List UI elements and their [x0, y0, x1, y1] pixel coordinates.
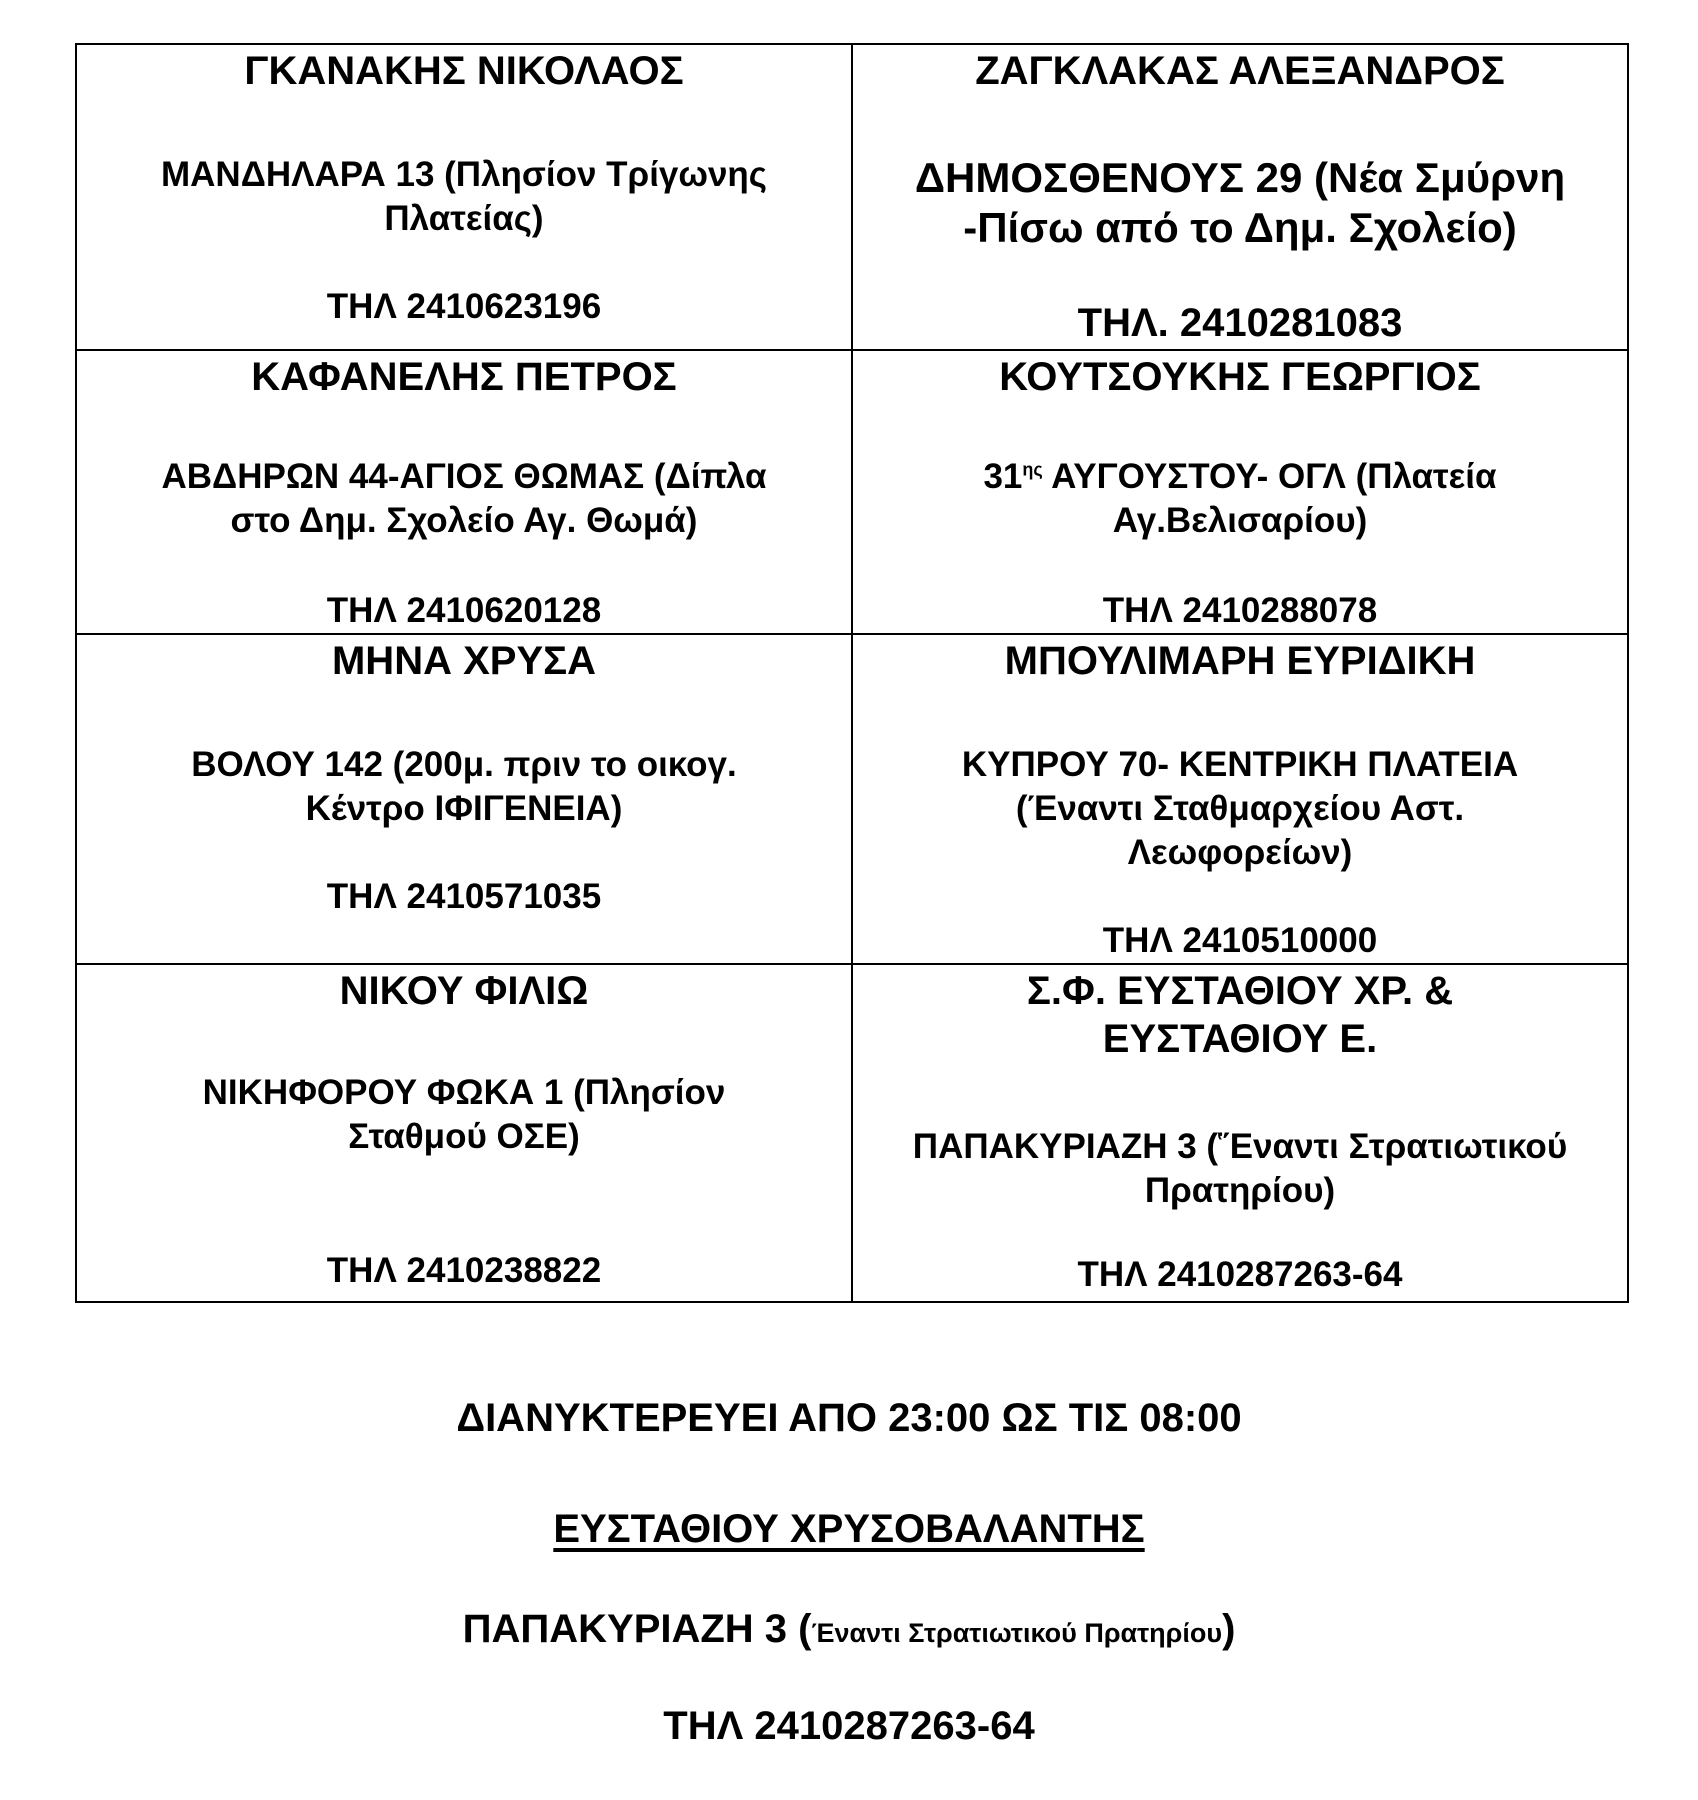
pharmacy-address: [877, 743, 1603, 875]
pharmacy-cell: [852, 964, 1628, 1302]
pharmacy-cell: [852, 634, 1628, 964]
address-line: ΠΑΠΑΚΥΡΙΑΖΗ 3 (῞Εναντι Στρατιωτικού: [912, 1127, 1568, 1166]
pharmacy-name: ΜΠΟΥΛΙΜΑΡΗ ΕΥΡΙΔΙΚΗ: [1004, 639, 1476, 683]
name-line: ΕΥΣΤΑΘΙΟΥ Ε.: [1102, 1017, 1378, 1061]
ordinal-suffix: ης: [1022, 459, 1043, 480]
pharmacy-address: [101, 1071, 827, 1159]
pharmacy-phone: ΤΗΛ 2410620128: [326, 591, 602, 630]
address-line: ΑΒΔΗΡΩΝ 44-ΑΓΙΟΣ ΘΩΜΑΣ (Δίπλα: [161, 457, 767, 496]
pharmacy-table: [75, 43, 1629, 1303]
address-line: Σταθμού ΟΣΕ): [348, 1117, 580, 1156]
pharmacy-name: ΚΑΦΑΝΕΛΗΣ ΠΕΤΡΟΣ: [251, 355, 677, 399]
pharmacy-phone: ΤΗΛ 2410623196: [326, 287, 602, 326]
table-row: [76, 634, 1628, 964]
pharmacy-address: [877, 1125, 1603, 1213]
pharmacy-name: ΝΙΚΟΥ ΦΙΛΙΩ: [339, 969, 589, 1013]
pharmacy-cell: [852, 44, 1628, 350]
pharmacy-name: ΚΟΥΤΣΟΥΚΗΣ ΓΕΩΡΓΙΟΣ: [999, 355, 1481, 399]
pharmacy-address: [101, 153, 827, 241]
pharmacy-address: [101, 743, 827, 831]
pharmacy-name: ΜΗΝΑ ΧΡΥΣΑ: [331, 639, 597, 683]
night-duty-address: ΠΑΠΑΚΥΡΙΑΖΗ 3 (Έναντι Στρατιωτικού Πρατηρίου): [462, 1607, 1236, 1651]
pharmacy-name: ΖΑΓΚΛΑΚΑΣ ΑΛΕΞΑΝΔΡΟΣ: [975, 49, 1505, 93]
pharmacy-phone: ΤΗΛ 2410571035: [326, 877, 602, 916]
pharmacy-cell: [76, 634, 852, 964]
night-duty-phone: ΤΗΛ 2410287263-64: [663, 1704, 1035, 1748]
pharmacy-phone: ΤΗΛ 2410238822: [326, 1251, 602, 1290]
address-line: $31^{\eta\varsigma}$ ΑΥΓΟΥΣΤΟΥ- ΟΓΛ (Πλατεία: [983, 457, 1497, 496]
address-line: ΚΥΠΡΟΥ 70- ΚΕΝΤΡΙΚΗ ΠΛΑΤΕΙΑ: [961, 745, 1519, 784]
address-line: ΜΑΝΔΗΛΑΡΑ 13 (Πλησίον Τρίγωνης: [160, 155, 767, 194]
pharmacy-phone: ΤΗΛ 2410288078: [1102, 591, 1378, 630]
address-line: ΔΗΜΟΣΘΕΝΟΥΣ 29 (Νέα Σμύρνη: [914, 154, 1566, 201]
pharmacy-phone: ΤΗΛ 2410287263-64: [1077, 1255, 1403, 1294]
pharmacy-cell: [852, 350, 1628, 634]
table-row: [76, 44, 1628, 350]
address-line: Πλατείας): [384, 199, 544, 238]
pharmacy-address: [877, 455, 1603, 543]
pharmacy-cell: [76, 964, 852, 1302]
pharmacy-phone: ΤΗΛ 2410510000: [1102, 921, 1378, 960]
night-duty-hours: ΔΙΑΝΥΚΤΕΡΕΥΕΙ ΑΠΟ 23:00 ΩΣ ΤΙΣ 08:00: [456, 1396, 1242, 1440]
pharmacy-cell: [76, 350, 852, 634]
table-row: [76, 964, 1628, 1302]
address-line: ΒΟΛΟΥ 142 (200μ. πριν το οικογ.: [191, 745, 737, 784]
pharmacy-address: [877, 153, 1603, 253]
pharmacy-phone: ΤΗΛ. 2410281083: [1077, 301, 1403, 345]
pharmacy-name: ΓΚΑΝΑΚΗΣ ΝΙΚΟΛΑΟΣ: [244, 49, 684, 93]
address-line: (Έναντι Σταθμαρχείου Αστ.: [1015, 789, 1465, 828]
address-line: ΝΙΚΗΦΟΡΟΥ ΦΩΚΑ 1 (Πλησίον: [202, 1073, 726, 1112]
night-duty-pharmacy-name: ΕΥΣΤΑΘΙΟΥ ΧΡΥΣΟΒΑΛΑΝΤΗΣ: [553, 1507, 1145, 1551]
address-line: στο Δημ. Σχολείο Αγ. Θωμά): [230, 501, 698, 540]
address-line: Κέντρο ΙΦΙΓΕΝΕΙΑ): [305, 789, 623, 828]
address-line: Πρατηρίου): [1144, 1171, 1336, 1210]
address-line: Λεωφορείων): [1127, 833, 1353, 872]
address-line: Αγ.Βελισαρίου): [1112, 501, 1368, 540]
name-line: Σ.Φ. ΕΥΣΤΑΘΙΟΥ ΧΡ. &: [1026, 969, 1454, 1013]
pharmacy-name: [877, 967, 1603, 1063]
table-row: [76, 350, 1628, 634]
address-line: -Πίσω από το Δημ. Σχολείο): [963, 204, 1517, 251]
pharmacy-cell: [76, 44, 852, 350]
pharmacy-address: [101, 455, 827, 543]
